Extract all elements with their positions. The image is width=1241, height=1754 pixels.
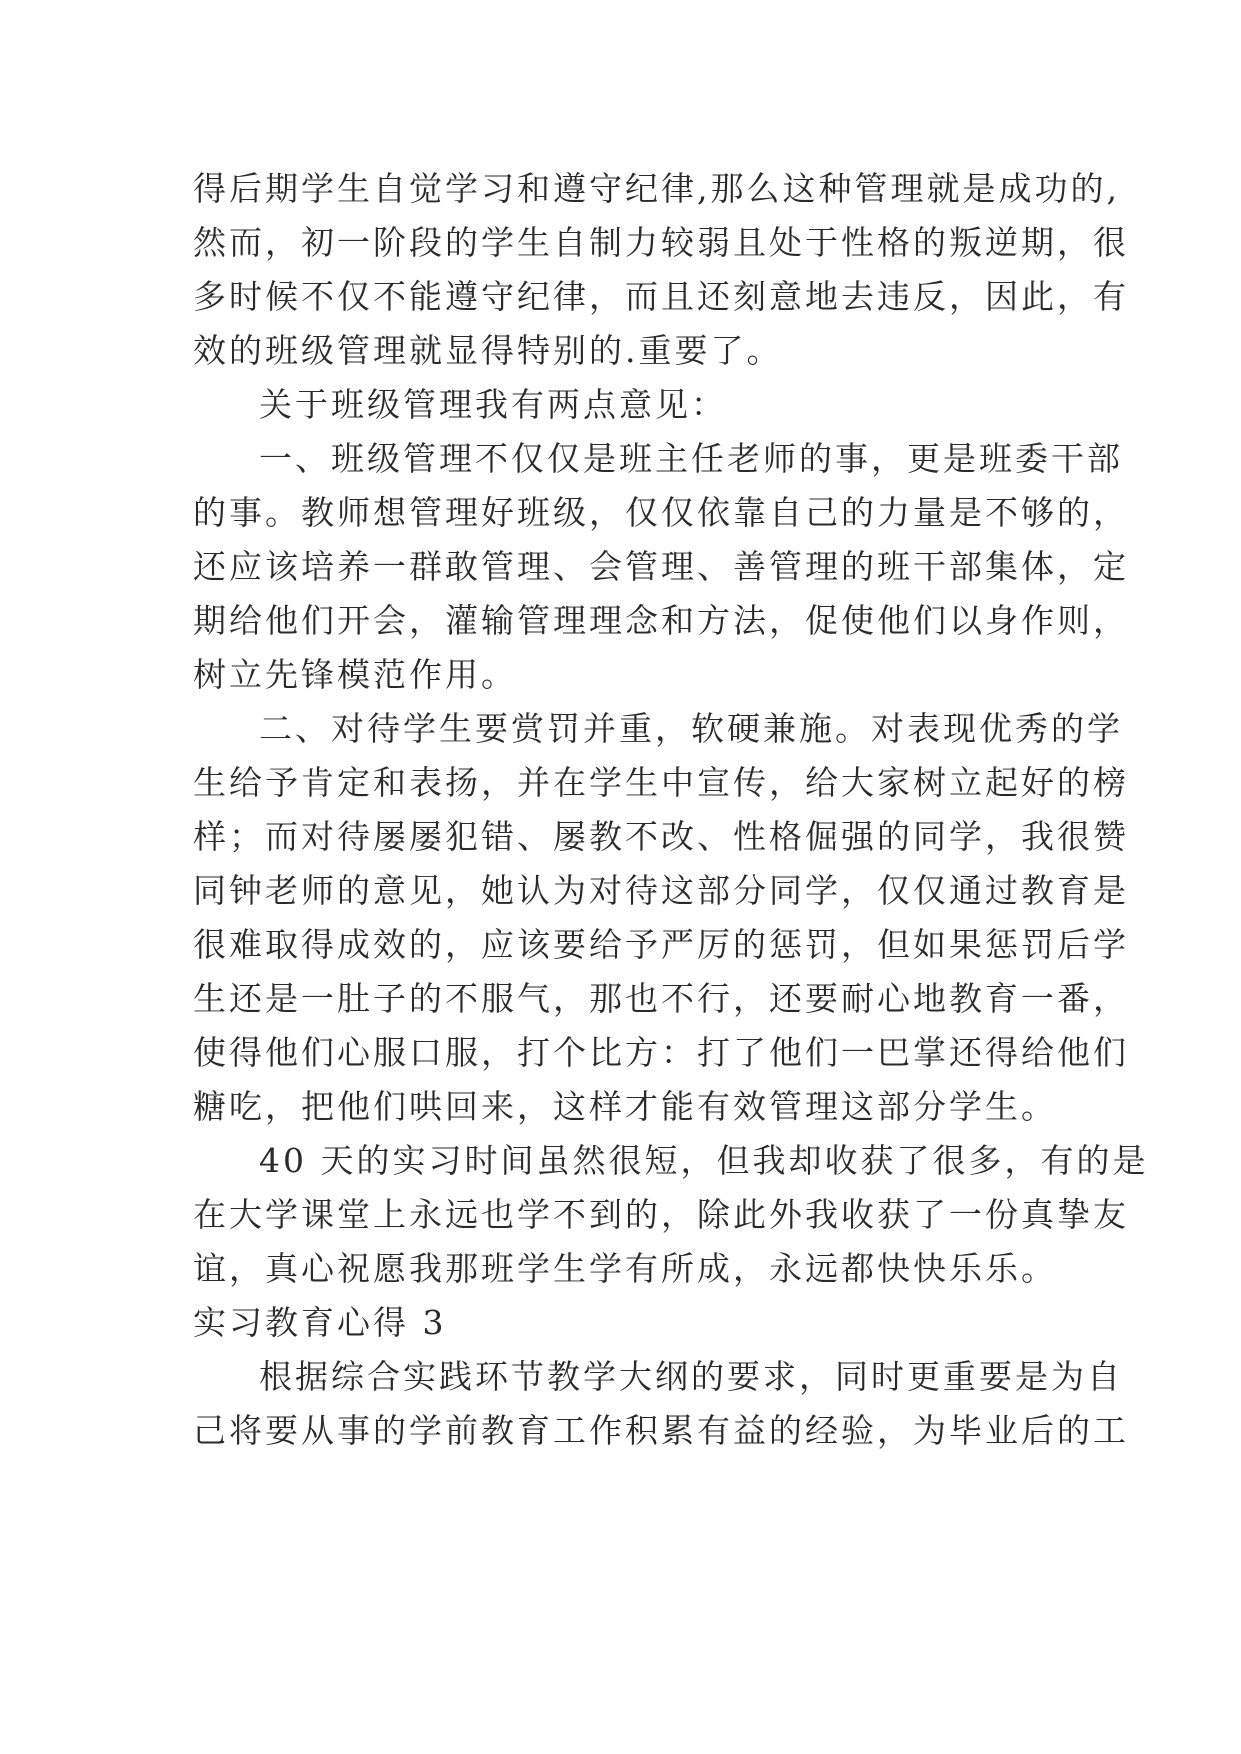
text-line: 己将要从事的学前教育工作积累有益的经验，为毕业后的工 <box>193 1411 1129 1450</box>
text-line: 同钟老师的意见，她认为对待这部分同学，仅仅通过教育是 <box>193 871 1129 910</box>
text-line: 一、班级管理不仅仅是班主任老师的事，更是班委干部 <box>259 439 1123 478</box>
text-line: 40 天的实习时间虽然很短，但我却收获了很多，有的是 <box>259 1141 1149 1180</box>
text-line: 期给他们开会，灌输管理理念和方法，促使他们以身作则， <box>193 601 1129 640</box>
text-line: 然而，初一阶段的学生自制力较弱且处于性格的叛逆期，很 <box>193 223 1129 262</box>
text-line: 生给予肯定和表扬，并在学生中宣传，给大家树立起好的榜 <box>193 763 1129 802</box>
text-line: 很难取得成效的，应该要给予严厉的惩罚，但如果惩罚后学 <box>193 925 1129 964</box>
text-line: 关于班级管理我有两点意见： <box>259 385 727 424</box>
text-line: 树立先锋模范作用。 <box>193 655 517 694</box>
text-line: 根据综合实践环节教学大纲的要求，同时更重要是为自 <box>259 1357 1123 1396</box>
text-line: 还应该培养一群敢管理、会管理、善管理的班干部集体，定 <box>193 547 1129 586</box>
text-line: 多时候不仅不能遵守纪律，而且还刻意地去违反，因此，有 <box>193 277 1129 316</box>
text-line: 糖吃，把他们哄回来，这样才能有效管理这部分学生。 <box>193 1087 1057 1126</box>
text-line: 二、对待学生要赏罚并重，软硬兼施。对表现优秀的学 <box>259 709 1123 748</box>
text-line: 效的班级管理就显得特别的.重要了。 <box>193 331 783 370</box>
text-line: 使得他们心服口服，打个比方：打了他们一巴掌还得给他们 <box>193 1033 1129 1072</box>
text-line: 谊，真心祝愿我那班学生学有所成，永远都快快乐乐。 <box>193 1249 1057 1288</box>
text-line: 在大学课堂上永远也学不到的，除此外我收获了一份真挚友 <box>193 1195 1129 1234</box>
text-line: 生还是一肚子的不服气，那也不行，还要耐心地教育一番， <box>193 979 1129 1018</box>
text-line: 得后期学生自觉学习和遵守纪律,那么这种管理就是成功的, <box>193 169 1120 208</box>
body-text <box>193 162 1149 1458</box>
section-heading: 实习教育心得 3 <box>193 1303 447 1342</box>
text-line: 样；而对待屡屡犯错、屡教不改、性格倔强的同学，我很赞 <box>193 817 1129 856</box>
text-line: 的事。教师想管理好班级，仅仅依靠自己的力量是不够的， <box>193 493 1129 532</box>
